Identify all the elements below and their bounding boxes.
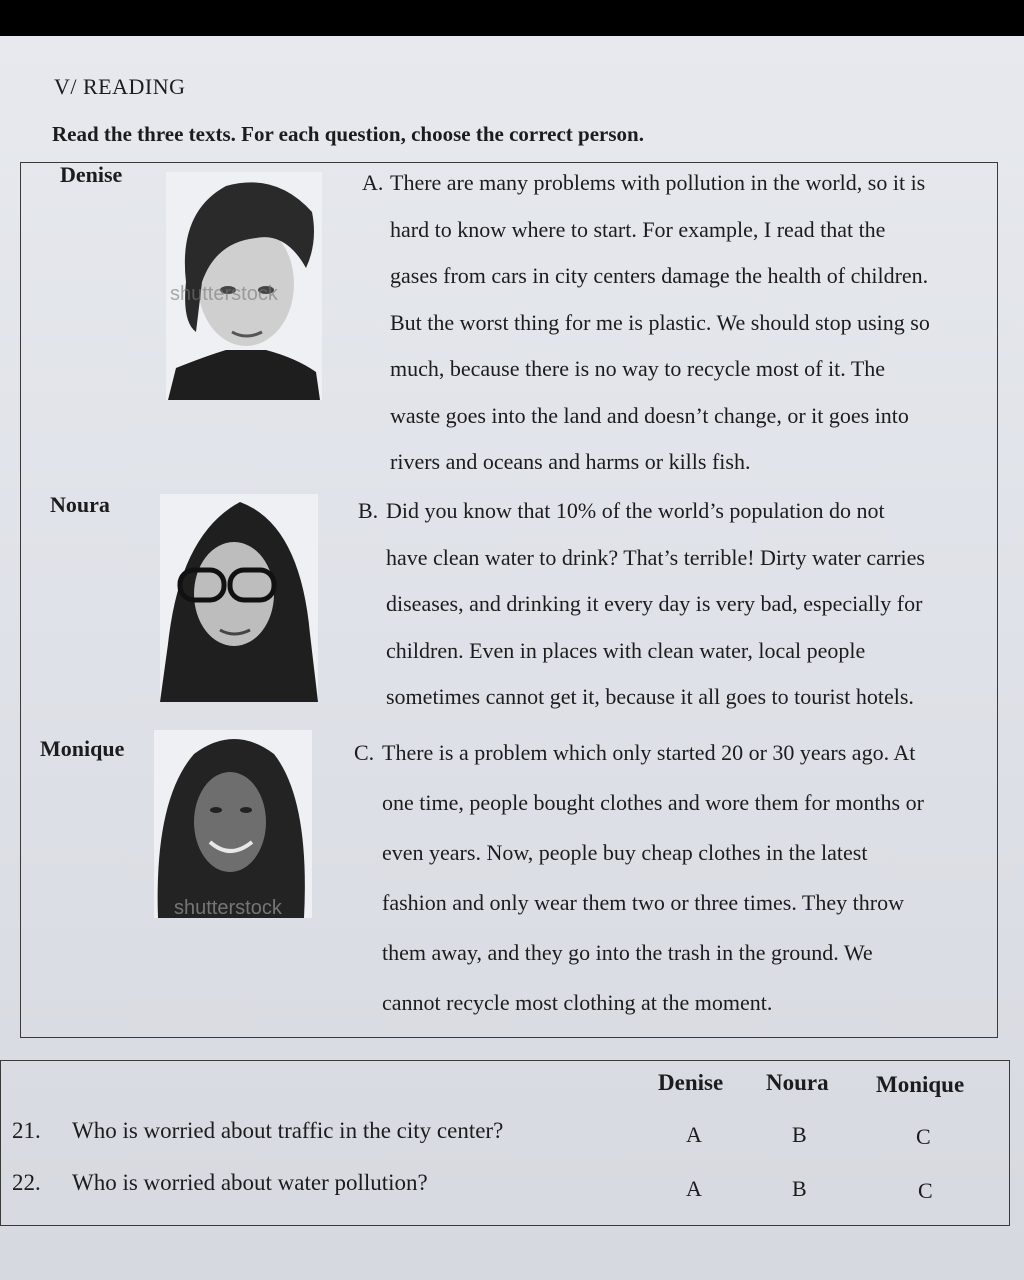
answer-option-c[interactable]: C xyxy=(916,1124,931,1149)
text-c-letter: C. xyxy=(354,740,375,765)
question-number: 21. xyxy=(12,1118,41,1143)
text-a-line: waste goes into the land and doesn’t change, or it goes into xyxy=(390,402,909,428)
text-b-letter: B. xyxy=(358,498,379,523)
person-name-monique: Monique xyxy=(40,736,125,761)
section-title: V/ READING xyxy=(54,74,186,99)
text-b-line: diseases, and drinking it every day is very bad, especially for xyxy=(386,591,923,616)
noura-photo xyxy=(160,494,318,702)
text-a-line: much, because there is no way to recycle most of it. The xyxy=(390,356,886,381)
text-b-line: have clean water to drink? That’s terrible! Dirty water carries xyxy=(386,544,925,570)
column-header-monique: Monique xyxy=(876,1072,965,1097)
text-b xyxy=(358,488,986,721)
column-header-denise: Denise xyxy=(658,1070,724,1095)
question-number: 22. xyxy=(12,1170,41,1195)
answer-option-b[interactable]: B xyxy=(792,1176,807,1201)
text-b-line: children. Even in places with clean water, local people xyxy=(386,637,866,663)
question-text: Who is worried about water pollution? xyxy=(72,1170,428,1195)
instruction-text: Read the three texts. For each question, choose the correct person. xyxy=(52,122,644,146)
text-c-line: them away, and they go into the trash in the ground. We xyxy=(382,940,873,965)
shutterstock-watermark-2: shutterstock xyxy=(174,897,282,918)
answer-option-c[interactable]: C xyxy=(918,1178,933,1203)
text-c-line: one time, people bought clothes and wore them for months or xyxy=(382,790,924,815)
text-b-line: sometimes cannot get it, because it all goes to tourist hotels. xyxy=(386,684,914,709)
text-c-line: even years. Now, people buy cheap clothes in the latest xyxy=(382,840,868,865)
person-name-denise: Denise xyxy=(60,162,123,187)
text-c xyxy=(354,728,982,1028)
text-b-line: Did you know that 10% of the world’s population do not xyxy=(386,498,885,523)
text-a-line: rivers and oceans and harms or kills fish. xyxy=(390,449,751,474)
text-c-line: fashion and only wear them two or three times. They throw xyxy=(382,890,904,915)
answer-option-a[interactable]: A xyxy=(686,1122,702,1147)
worksheet-page xyxy=(0,36,1024,1280)
monique-photo xyxy=(154,730,312,918)
text-a-line: But the worst thing for me is plastic. We should stop using so xyxy=(390,309,930,335)
text-a-letter: A. xyxy=(362,170,384,195)
text-a xyxy=(362,160,990,486)
answer-option-a[interactable]: A xyxy=(686,1176,702,1201)
text-a-line: gases from cars in city centers damage the health of children. xyxy=(390,263,929,288)
question-text: Who is worried about traffic in the city center? xyxy=(72,1118,504,1143)
text-a-line: hard to know where to start. For example, I read that the xyxy=(390,216,886,242)
top-black-bar xyxy=(0,0,1024,36)
shutterstock-watermark: shutterstock xyxy=(170,283,278,305)
person-name-noura: Noura xyxy=(50,492,110,517)
denise-photo xyxy=(166,172,322,400)
text-c-line: cannot recycle most clothing at the moment. xyxy=(382,990,773,1015)
column-header-noura: Noura xyxy=(766,1070,829,1095)
text-a-line: There are many problems with pollution in the world, so it is xyxy=(390,170,926,195)
text-c-line: There is a problem which only started 20 or 30 years ago. At xyxy=(382,740,916,765)
answer-option-b[interactable]: B xyxy=(792,1122,807,1147)
